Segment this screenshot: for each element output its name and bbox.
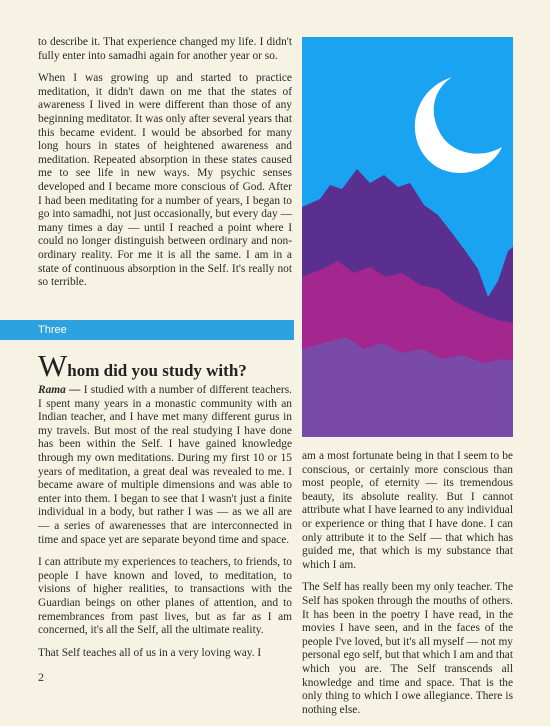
page-number: 2 [38, 670, 44, 684]
section-header-bar [0, 320, 294, 340]
paragraph: When I was growing up and started to practice meditation, it didn't dawn on me that the states of awareness I lived in were different than those of any beginning meditator. It was only after several years that this became evident. I would be absorbed for many long hours in states of heightened awareness and meditation. Repeated absorption in these states caused me to see life in new ways. My psychic senses developed and I became more conscious of God. After I had been meditating for a number of years, I began to go into samadhi, not just occasionally, but every day — many times a day — until I reached a point where I could no longer distinguish between ordinary and non-ordinary reality. For me it is all the same. I am in a state of continuous absorption in the Self. It's really not so terrible. [38, 72, 292, 289]
paragraph: That Self teaches all of us in a very loving way. I [38, 646, 262, 659]
paragraph: The Self has really been my only teacher. The Self has spoken through the mouths of others. It has been in the poetry I have read, in the movies I have seen, and in the faces of the people I've loved, but it's all myself — not my personal ego self, but that which I am and that which you are. The Self transcends all knowledge and time and space. That is the only thing to which I owe allegiance. There is nothing else. [302, 581, 513, 716]
answer-text [38, 384, 292, 669]
answer-first-text: I studied with a number of different teachers. I spent many years in a monastic community with an Indian teacher, and I have met many different gurus in my travels. But most of the real studying I have done has been within the Self. I have gained knowledge through my own meditations. During my first 10 or 15 years of meditation, a great deal was revealed to me. I became aware of multiple dimensions and was able to enter into them. I began to see that I wasn't just a finite individual in a body, but rather I was — as we all are — a series of awarenesses that are interconnected in time and space yet are separate beyond time and space. [38, 384, 292, 546]
section-label: Three [38, 324, 67, 336]
drop-cap: W [38, 348, 68, 383]
question-text: hom did you study with? [67, 361, 247, 380]
question-heading [38, 348, 294, 383]
moon-mountain-illustration [302, 37, 513, 437]
illustration-svg [302, 37, 513, 437]
speaker-label: Rama — [38, 384, 81, 396]
paragraph: to describe it. That experience changed my life. I didn't fully enter into samadhi again for another year or so. [38, 36, 292, 62]
right-column-text [302, 450, 513, 726]
paragraph [38, 384, 292, 547]
paragraph: am a most fortunate being in that I seem to be conscious, or certainly more conscious than most people, of eternity — its tremendous beauty, its absolute reality. But I cannot attribute what I have learned to any individual or experience or thing that I have done. I can only attribute it to the Self — that which has guided me, that which is my substance that which I am. [302, 450, 513, 571]
intro-text [38, 36, 292, 299]
paragraph: I can attribute my experiences to teachers, to friends, to people I have known and loved, to meditation, to visions of higher realities, to transactions with the Guardian beings on other planes of attention, and to remembrances from past lives, but as far as I am concerned, it's all the Self, all the ultimate reality. [38, 556, 292, 637]
